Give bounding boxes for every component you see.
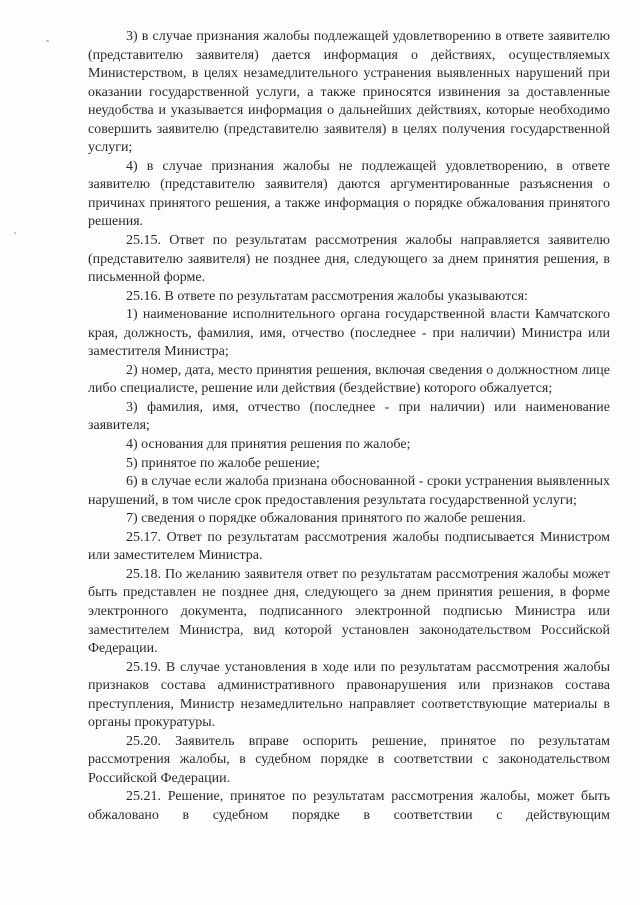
list-item-4: 4) основания для принятия решения по жалобе; — [126, 437, 411, 453]
list-item-5: 5) принятое по жалобе решение; — [126, 455, 320, 471]
list-item-1: 1) наименование исполнительного органа государственной власти Камчатского края, должность, фамилия, имя, отчество (последнее - при наличии) Министра или заместителя Министра; — [88, 307, 610, 360]
paragraph-25-15: 25.15. Ответ по результатам рассмотрения жалобы направляется заявителю (представителю заявителя) не позднее дня, следующего за днем принятия решения, в письменной форме. — [88, 233, 610, 286]
document-body — [88, 28, 610, 826]
paragraph-25-21: 25.21. Решение, принятое по результатам рассмотрения жалобы, может быть обжаловано в судебном порядке в соответствии с действующим — [88, 789, 610, 823]
list-item-2: 2) номер, дата, место принятия решения, включая сведения о должностном лице либо специалисте, решение или действия (бездействие) которого обжалуется; — [88, 362, 610, 397]
list-item-7: 7) сведения о порядке обжалования принятого по жалобе решения. — [126, 511, 526, 527]
paragraph-25-20: 25.20. Заявитель вправе оспорить решение, принятое по результатам рассмотрения жалобы, в судебном порядке в соответствии с законодательством Российской Федерации. — [88, 733, 610, 786]
paragraph-25-16: 25.16. В ответе по результатам рассмотрения жалобы указываются: — [126, 288, 528, 304]
paragraph-item-4: 4) в случае признания жалобы не подлежащей удовлетворению, в ответе заявителю (представителю заявителя) даются аргументированные разъяснения о причинах принятого решения, а также информация о порядке обжалования принятого решения. — [88, 158, 610, 230]
list-item-3: 3) фамилия, имя, отчество (последнее - при наличии) или наименование заявителя; — [88, 399, 610, 434]
paragraph-item-3: 3) в случае признания жалобы подлежащей удовлетворению в ответе заявителю (представителю заявителя) дается информация о действиях, осуществляемых Министерством, в целях незамедлительного устранения выявленных нарушений при оказании государственной услуги, а также приносятся извинения за доставленные неудобства и указывается информация о дальнейших действиях, которые необходимо совершить заявителю (представителю заявителя) в целях получения государственной услуги; — [88, 29, 610, 156]
paragraph-25-17: 25.17. Ответ по результатам рассмотрения жалобы подписывается Министром или заместителем Министра. — [88, 529, 610, 564]
list-item-6: 6) в случае если жалоба признана обоснованной - сроки устранения выявленных нарушений, в том числе срок предоставления результата государственной услуги; — [88, 474, 610, 508]
scan-speck — [14, 232, 16, 234]
paragraph-25-19: 25.19. В случае установления в ходе или по результатам рассмотрения жалобы признаков состава административного правонарушения или признаков состава преступления, Министр незамедлительно направляет соответствующие материалы в органы прокуратуры. — [88, 659, 610, 731]
scan-speck — [46, 40, 49, 42]
paragraph-25-18: 25.18. По желанию заявителя ответ по результатам рассмотрения жалобы может быть представлен не позднее дня, следующего за днем принятия решения, в форме электронного документа, подписанного электронной подписью Министра или заместителем Министра, вид которой установлен законодательством Российской Федерации. — [88, 566, 610, 657]
